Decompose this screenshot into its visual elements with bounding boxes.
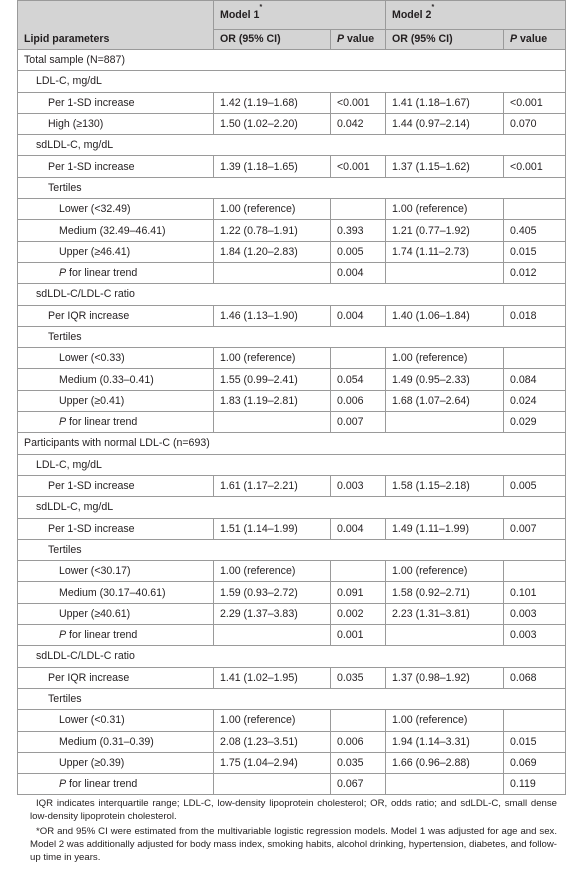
- model2-or-cell: 1.00 (reference): [386, 561, 504, 582]
- model2-or-cell: 1.94 (1.14–3.31): [386, 731, 504, 752]
- table-row: [18, 262, 566, 283]
- model1-p-cell: 0.005: [331, 241, 386, 262]
- header-model2-p: [504, 30, 566, 50]
- model2-or-cell: 1.49 (1.11–1.99): [386, 518, 504, 539]
- row-label: Upper (≥0.41): [18, 390, 214, 411]
- row-label: [18, 262, 214, 283]
- row-label: Medium (30.17–40.61): [18, 582, 214, 603]
- section-label: Total sample (N=887): [18, 50, 566, 71]
- model2-or-cell: 1.21 (0.77–1.92): [386, 220, 504, 241]
- model1-star: *: [259, 4, 263, 11]
- model2-or-cell: 1.00 (reference): [386, 710, 504, 731]
- model1-p-cell: 0.001: [331, 625, 386, 646]
- row-label: [18, 625, 214, 646]
- row-label: Upper (≥40.61): [18, 603, 214, 624]
- model2-p-cell: [504, 199, 566, 220]
- model1-or-cell: 1.55 (0.99–2.41): [214, 369, 331, 390]
- model1-p-cell: <0.001: [331, 156, 386, 177]
- table-row: [18, 582, 566, 603]
- table-row: [18, 369, 566, 390]
- model1-p-cell: 0.004: [331, 262, 386, 283]
- model2-p-cell: 0.012: [504, 262, 566, 283]
- model2-p-cell: 0.018: [504, 305, 566, 326]
- model2-p-cell: 0.015: [504, 731, 566, 752]
- table-row: [18, 156, 566, 177]
- model1-p-cell: 0.007: [331, 412, 386, 433]
- model2-p-cell: 0.029: [504, 412, 566, 433]
- header-blank-cell: [18, 1, 214, 30]
- table-row: [18, 305, 566, 326]
- model2-label: Model 2: [392, 9, 432, 21]
- group-label: Tertiles: [18, 177, 566, 198]
- header-model1-p: [331, 30, 386, 50]
- row-label: Upper (≥46.41): [18, 241, 214, 262]
- model2-p-cell: 0.003: [504, 625, 566, 646]
- model1-or-cell: 1.51 (1.14–1.99): [214, 518, 331, 539]
- group-label: sdLDL-C, mg/dL: [18, 135, 566, 156]
- model1-or-cell: [214, 625, 331, 646]
- row-label: High (≥130): [18, 113, 214, 134]
- table-row: [18, 475, 566, 496]
- group-label: Tertiles: [18, 326, 566, 347]
- table-row: [18, 603, 566, 624]
- model2-or-cell: 1.74 (1.11–2.73): [386, 241, 504, 262]
- table-row: [18, 113, 566, 134]
- row-label: Medium (32.49–46.41): [18, 220, 214, 241]
- group-label: sdLDL-C, mg/dL: [18, 497, 566, 518]
- table-row: [18, 241, 566, 262]
- model2-or-cell: 1.37 (1.15–1.62): [386, 156, 504, 177]
- model2-or-cell: [386, 774, 504, 795]
- model2-p-cell: 0.084: [504, 369, 566, 390]
- table-row: [18, 561, 566, 582]
- model2-or-cell: 1.41 (1.18–1.67): [386, 92, 504, 113]
- section-row: [18, 433, 566, 454]
- model1-or-cell: 1.46 (1.13–1.90): [214, 305, 331, 326]
- header-model1-or: OR (95% CI): [214, 30, 331, 50]
- model2-or-cell: 1.66 (0.96–2.88): [386, 752, 504, 773]
- table-row: [18, 199, 566, 220]
- table-row: [18, 774, 566, 795]
- model2-p-cell: 0.015: [504, 241, 566, 262]
- row-label: [18, 774, 214, 795]
- group-row: [18, 284, 566, 305]
- row-label: Lower (<0.33): [18, 348, 214, 369]
- p-italic: P: [510, 33, 518, 45]
- model2-or-cell: 1.68 (1.07–2.64): [386, 390, 504, 411]
- model2-or-cell: 1.58 (0.92–2.71): [386, 582, 504, 603]
- group-label: LDL-C, mg/dL: [18, 71, 566, 92]
- model2-or-cell: 1.00 (reference): [386, 199, 504, 220]
- group-label: Tertiles: [18, 688, 566, 709]
- model1-or-cell: [214, 262, 331, 283]
- table-row: [18, 518, 566, 539]
- model1-p-cell: 0.002: [331, 603, 386, 624]
- group-row: [18, 135, 566, 156]
- table-row: [18, 752, 566, 773]
- model1-label: Model 1: [220, 9, 260, 21]
- model2-or-cell: [386, 412, 504, 433]
- model2-or-cell: [386, 262, 504, 283]
- model2-or-cell: 1.37 (0.98–1.92): [386, 667, 504, 688]
- model2-p-cell: 0.068: [504, 667, 566, 688]
- header-row-models: [18, 1, 566, 30]
- model1-p-cell: 0.067: [331, 774, 386, 795]
- group-row: [18, 454, 566, 475]
- model1-or-cell: 1.83 (1.19–2.81): [214, 390, 331, 411]
- p-italic: P: [337, 33, 345, 45]
- model1-or-cell: 1.42 (1.19–1.68): [214, 92, 331, 113]
- group-row: [18, 539, 566, 560]
- group-label: LDL-C, mg/dL: [18, 454, 566, 475]
- trend-p-italic: P: [59, 267, 67, 280]
- table-notes: [30, 797, 557, 866]
- table-row: [18, 667, 566, 688]
- trend-p-italic: P: [59, 416, 67, 429]
- table-row: [18, 348, 566, 369]
- row-label: Lower (<32.49): [18, 199, 214, 220]
- row-label: Per 1-SD increase: [18, 475, 214, 496]
- row-label: Per IQR increase: [18, 667, 214, 688]
- trend-label-rest: for linear trend: [66, 778, 138, 791]
- model2-or-cell: 1.58 (1.15–2.18): [386, 475, 504, 496]
- p-rest: value: [344, 33, 375, 45]
- group-label: sdLDL-C/LDL-C ratio: [18, 284, 566, 305]
- header-model1: [214, 1, 386, 30]
- model1-or-cell: 1.00 (reference): [214, 348, 331, 369]
- model1-or-cell: [214, 412, 331, 433]
- row-label: Lower (<0.31): [18, 710, 214, 731]
- model2-or-cell: 2.23 (1.31–3.81): [386, 603, 504, 624]
- p-rest: value: [517, 33, 548, 45]
- group-row: [18, 646, 566, 667]
- row-label: Per 1-SD increase: [18, 92, 214, 113]
- model2-p-cell: 0.069: [504, 752, 566, 773]
- model2-p-cell: <0.001: [504, 156, 566, 177]
- trend-label-rest: for linear trend: [66, 416, 138, 429]
- model1-or-cell: 2.29 (1.37–3.83): [214, 603, 331, 624]
- row-label: Medium (0.31–0.39): [18, 731, 214, 752]
- model1-p-cell: [331, 561, 386, 582]
- lipid-odds-ratio-table: [17, 0, 566, 795]
- model2-or-cell: 1.49 (0.95–2.33): [386, 369, 504, 390]
- model1-p-cell: 0.054: [331, 369, 386, 390]
- abbreviations-note: IQR indicates interquartile range; LDL-C, low-density lipoprotein cholesterol; OR, odds ratio; and sdLDL-C, small dense low-density lipoprotein cholesterol.: [30, 798, 557, 822]
- header-row-columns: [18, 30, 566, 50]
- table-row: [18, 220, 566, 241]
- trend-p-italic: P: [59, 629, 67, 642]
- model1-p-cell: 0.091: [331, 582, 386, 603]
- table-row: [18, 710, 566, 731]
- model1-or-cell: 1.39 (1.18–1.65): [214, 156, 331, 177]
- header-lipid-parameters: Lipid parameters: [18, 30, 214, 50]
- model2-p-cell: 0.070: [504, 113, 566, 134]
- row-label: Per IQR increase: [18, 305, 214, 326]
- model1-p-cell: 0.004: [331, 518, 386, 539]
- table-row: [18, 731, 566, 752]
- model1-or-cell: 1.50 (1.02–2.20): [214, 113, 331, 134]
- model1-or-cell: 1.22 (0.78–1.91): [214, 220, 331, 241]
- row-label: Per 1-SD increase: [18, 518, 214, 539]
- trend-label-rest: for linear trend: [66, 629, 138, 642]
- model2-p-cell: 0.101: [504, 582, 566, 603]
- model1-p-cell: [331, 348, 386, 369]
- model2-p-cell: 0.005: [504, 475, 566, 496]
- model1-or-cell: 1.61 (1.17–2.21): [214, 475, 331, 496]
- model-footnote: *OR and 95% CI were estimated from the multivariable logistic regression models. Model 1 was adjusted for age and sex. Model 2 was additionally adjusted for body mass index, smoking habits, alcohol drinking, hypertension, diabetes, and follow-up time in years.: [30, 826, 557, 863]
- model1-or-cell: 1.00 (reference): [214, 561, 331, 582]
- model1-p-cell: 0.042: [331, 113, 386, 134]
- group-row: [18, 177, 566, 198]
- model2-p-cell: <0.001: [504, 92, 566, 113]
- model2-p-cell: 0.405: [504, 220, 566, 241]
- row-label: Upper (≥0.39): [18, 752, 214, 773]
- model1-p-cell: [331, 199, 386, 220]
- model2-or-cell: 1.40 (1.06–1.84): [386, 305, 504, 326]
- model1-or-cell: 1.75 (1.04–2.94): [214, 752, 331, 773]
- row-label: [18, 412, 214, 433]
- model1-p-cell: 0.004: [331, 305, 386, 326]
- group-label: Tertiles: [18, 539, 566, 560]
- model1-p-cell: 0.003: [331, 475, 386, 496]
- model1-p-cell: 0.006: [331, 390, 386, 411]
- header-model2: [386, 1, 566, 30]
- group-row: [18, 497, 566, 518]
- model1-p-cell: <0.001: [331, 92, 386, 113]
- trend-p-italic: P: [59, 778, 67, 791]
- model2-p-cell: 0.003: [504, 603, 566, 624]
- group-row: [18, 326, 566, 347]
- model2-p-cell: 0.024: [504, 390, 566, 411]
- group-label: sdLDL-C/LDL-C ratio: [18, 646, 566, 667]
- model1-p-cell: 0.035: [331, 752, 386, 773]
- trend-label-rest: for linear trend: [66, 267, 138, 280]
- section-label: Participants with normal LDL-C (n=693): [18, 433, 566, 454]
- model1-or-cell: 1.41 (1.02–1.95): [214, 667, 331, 688]
- model1-p-cell: [331, 710, 386, 731]
- model1-or-cell: 1.00 (reference): [214, 199, 331, 220]
- model1-p-cell: 0.393: [331, 220, 386, 241]
- model2-p-cell: [504, 561, 566, 582]
- model2-or-cell: 1.44 (0.97–2.14): [386, 113, 504, 134]
- table-row: [18, 390, 566, 411]
- row-label: Medium (0.33–0.41): [18, 369, 214, 390]
- table-row: [18, 625, 566, 646]
- model2-or-cell: 1.00 (reference): [386, 348, 504, 369]
- table-row: [18, 412, 566, 433]
- model1-or-cell: 1.59 (0.93–2.72): [214, 582, 331, 603]
- model2-p-cell: [504, 348, 566, 369]
- header-model2-or: OR (95% CI): [386, 30, 504, 50]
- table-body: [18, 1, 566, 795]
- model2-star: *: [431, 4, 435, 11]
- table-row: [18, 92, 566, 113]
- model1-or-cell: 1.00 (reference): [214, 710, 331, 731]
- row-label: Lower (<30.17): [18, 561, 214, 582]
- row-label: Per 1-SD increase: [18, 156, 214, 177]
- model2-p-cell: [504, 710, 566, 731]
- model1-p-cell: 0.006: [331, 731, 386, 752]
- model2-or-cell: [386, 625, 504, 646]
- model1-or-cell: 2.08 (1.23–3.51): [214, 731, 331, 752]
- model1-p-cell: 0.035: [331, 667, 386, 688]
- section-row: [18, 50, 566, 71]
- model1-or-cell: [214, 774, 331, 795]
- group-row: [18, 71, 566, 92]
- model1-or-cell: 1.84 (1.20–2.83): [214, 241, 331, 262]
- group-row: [18, 688, 566, 709]
- model2-p-cell: 0.007: [504, 518, 566, 539]
- model2-p-cell: 0.119: [504, 774, 566, 795]
